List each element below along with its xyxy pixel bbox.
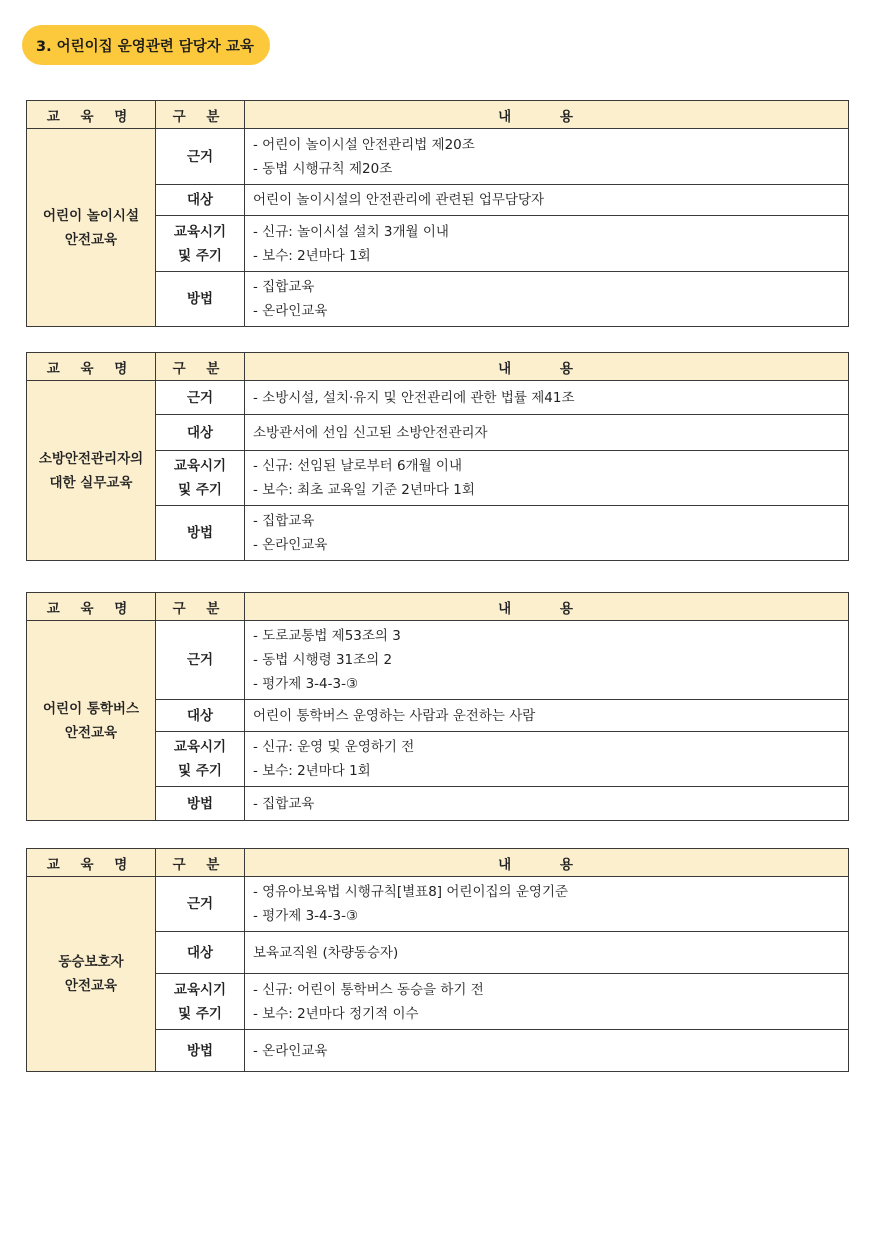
category-label: 대상	[186, 944, 214, 961]
category-label: 교육시기	[173, 223, 227, 240]
content-cell	[245, 787, 849, 821]
header-name	[27, 593, 156, 621]
category-label: 근거	[186, 652, 214, 668]
content-line: 소방관서에 선임 신고된 소방안전관리자	[253, 424, 488, 441]
content-line: - 신규: 운영 및 운영하기 전	[253, 739, 415, 755]
content-line: - 집합교육	[253, 513, 315, 529]
content-line: - 평가제 3-4-3-③	[253, 676, 359, 692]
content-line: - 도로교통법 제53조의 3	[253, 628, 401, 644]
category-cell	[156, 732, 245, 787]
category-label: 근거	[186, 148, 214, 165]
header-content	[245, 101, 849, 129]
category-label: 및 주기	[178, 247, 222, 264]
category-label: 방법	[186, 525, 214, 541]
header-category	[156, 101, 245, 129]
content-cell	[245, 216, 849, 272]
education-name-line: 안전교육	[64, 231, 118, 248]
header-category	[156, 593, 245, 621]
content-line: 보육교직원 (차량동승자)	[253, 944, 399, 961]
category-cell	[156, 129, 245, 185]
education-name-line: 어린이 놀이시설	[43, 207, 139, 224]
category-label: 교육시기	[173, 739, 227, 755]
header-category-text: 구 분	[172, 600, 228, 617]
education-name-cell	[27, 129, 156, 327]
content-cell	[245, 381, 849, 415]
content-line: - 보수: 2년마다 1회	[253, 247, 371, 264]
header-category	[156, 353, 245, 381]
content-line: - 보수: 2년마다 1회	[253, 763, 371, 779]
header-name-text: 교 육 명	[46, 600, 136, 617]
header-category-text: 구 분	[172, 856, 228, 873]
education-table	[26, 848, 849, 1072]
education-name-cell	[27, 381, 156, 561]
category-label: 방법	[186, 795, 214, 812]
content-cell	[245, 732, 849, 787]
education-table	[26, 100, 849, 327]
category-cell	[156, 451, 245, 506]
category-cell	[156, 700, 245, 732]
content-cell	[245, 451, 849, 506]
content-cell	[245, 621, 849, 700]
content-cell	[245, 974, 849, 1030]
category-label: 대상	[186, 192, 214, 208]
content-cell	[245, 877, 849, 932]
education-name-line: 안전교육	[64, 978, 118, 994]
header-content	[245, 353, 849, 381]
content-line: - 집합교육	[253, 795, 315, 812]
education-table	[26, 592, 849, 821]
education-name-cell	[27, 877, 156, 1072]
content-line: - 보수: 최초 교육일 기준 2년마다 1회	[253, 482, 475, 498]
category-cell	[156, 974, 245, 1030]
header-name	[27, 353, 156, 381]
header-content-text: 내 용	[498, 600, 595, 617]
header-content-text: 내 용	[498, 360, 595, 377]
education-name-line: 소방안전관리자의	[38, 450, 144, 467]
category-label: 근거	[186, 896, 214, 912]
education-name-cell	[27, 621, 156, 821]
content-line: 어린이 놀이시설의 안전관리에 관련된 업무담당자	[253, 192, 545, 208]
education-name-line: 동승보호자	[58, 954, 124, 970]
category-label: 및 주기	[178, 482, 222, 498]
education-name-line: 안전교육	[64, 724, 118, 741]
header-category-text: 구 분	[172, 108, 228, 125]
content-cell	[245, 700, 849, 732]
content-line: 어린이 통학버스 운영하는 사람과 운전하는 사람	[253, 707, 536, 724]
content-line: - 집합교육	[253, 279, 315, 295]
category-cell	[156, 216, 245, 272]
education-name-line: 대한 실무교육	[49, 474, 133, 491]
header-content	[245, 849, 849, 877]
header-name	[27, 849, 156, 877]
content-line: - 평가제 3-4-3-③	[253, 908, 359, 924]
category-label: 및 주기	[178, 763, 222, 779]
content-cell	[245, 506, 849, 561]
content-line: - 온라인교육	[253, 537, 328, 553]
category-label: 대상	[186, 424, 214, 441]
category-cell	[156, 272, 245, 327]
table-header-row	[27, 353, 849, 381]
category-cell	[156, 415, 245, 451]
category-cell	[156, 787, 245, 821]
content-line: - 보수: 2년마다 정기적 이수	[253, 1005, 419, 1022]
header-name	[27, 101, 156, 129]
category-label: 방법	[186, 1042, 214, 1059]
category-label: 근거	[186, 389, 214, 406]
header-content-text: 내 용	[498, 108, 595, 125]
category-cell	[156, 932, 245, 974]
category-cell	[156, 185, 245, 216]
header-name-text: 교 육 명	[46, 360, 136, 377]
category-label: 교육시기	[173, 458, 227, 474]
content-cell	[245, 185, 849, 216]
header-content-text: 내 용	[498, 856, 595, 873]
content-cell	[245, 932, 849, 974]
header-name-text: 교 육 명	[46, 108, 136, 125]
table-header-row	[27, 101, 849, 129]
content-line: - 신규: 어린이 통학버스 동승을 하기 전	[253, 981, 484, 998]
header-content	[245, 593, 849, 621]
section-title-text: 3. 어린이집 운영관련 담당자 교육	[36, 38, 254, 55]
category-cell	[156, 506, 245, 561]
category-label: 대상	[186, 707, 214, 724]
category-cell	[156, 877, 245, 932]
content-line: - 소방시설, 설치·유지 및 안전관리에 관한 법률 제41조	[253, 389, 575, 406]
content-cell	[245, 1030, 849, 1072]
education-name-line: 어린이 통학버스	[43, 700, 139, 717]
table-header-row	[27, 849, 849, 877]
content-line: - 온라인교육	[253, 1042, 328, 1059]
category-cell	[156, 621, 245, 700]
content-line: - 동법 시행령 31조의 2	[253, 652, 393, 668]
content-cell	[245, 415, 849, 451]
header-name-text: 교 육 명	[46, 856, 136, 873]
category-label: 및 주기	[178, 1005, 222, 1022]
content-line: - 어린이 놀이시설 안전관리법 제20조	[253, 136, 475, 153]
category-cell	[156, 381, 245, 415]
content-line: - 신규: 선임된 날로부터 6개월 이내	[253, 458, 462, 474]
table-header-row	[27, 593, 849, 621]
header-category-text: 구 분	[172, 360, 228, 377]
category-label: 교육시기	[173, 981, 227, 998]
content-cell	[245, 129, 849, 185]
section-title	[22, 25, 270, 65]
table-row	[27, 877, 849, 932]
content-cell	[245, 272, 849, 327]
table-row	[27, 129, 849, 185]
table-row	[27, 621, 849, 700]
header-category	[156, 849, 245, 877]
category-label: 방법	[186, 291, 214, 307]
table-row	[27, 381, 849, 415]
content-line: - 동법 시행규칙 제20조	[253, 160, 393, 177]
education-table	[26, 352, 849, 561]
category-cell	[156, 1030, 245, 1072]
content-line: - 신규: 놀이시설 설치 3개월 이내	[253, 223, 449, 240]
content-line: - 온라인교육	[253, 303, 328, 319]
content-line: - 영유아보육법 시행규칙[별표8] 어린이집의 운영기준	[253, 884, 569, 900]
